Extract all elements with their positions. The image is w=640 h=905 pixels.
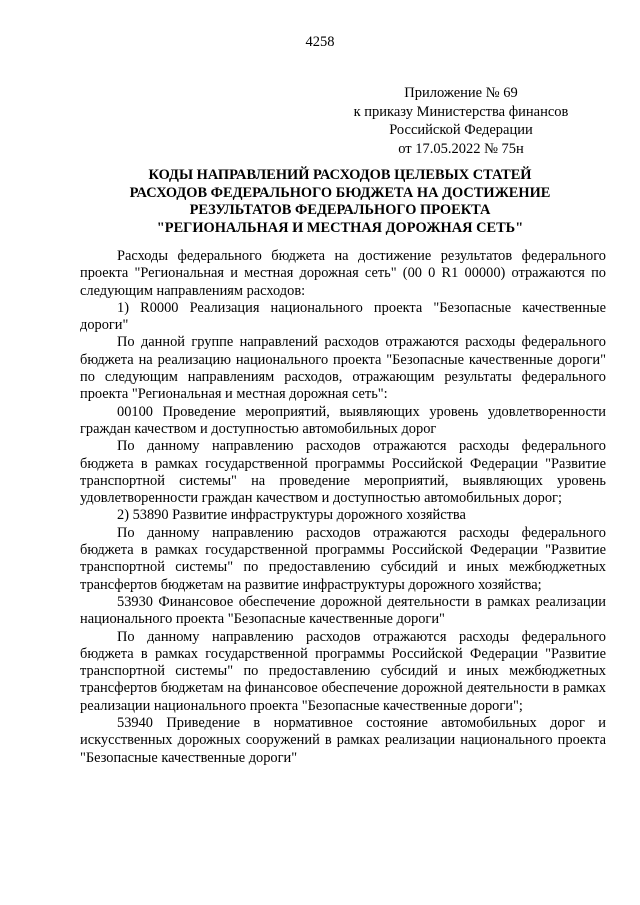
paragraph: 1) R0000 Реализация национального проекта "Безопасные качественные дороги" <box>80 299 606 334</box>
paragraph: По данному направлению расходов отражаются расходы федерального бюджета в рамках государственной программы Российской Федерации "Развитие транспортной системы" по предоставлению субсидий и иных межбюджетных трансфертов бюджетам на развитие инфраструктуры дорожного хозяйства; <box>80 524 606 593</box>
title-line-3: РЕЗУЛЬТАТОВ ФЕДЕРАЛЬНОГО ПРОЕКТА <box>189 202 491 218</box>
title-line-1: КОДЫ НАПРАВЛЕНИЙ РАСХОДОВ ЦЕЛЕВЫХ СТАТЕЙ <box>148 167 532 183</box>
paragraph: По данному направлению расходов отражаются расходы федерального бюджета в рамках государственной программы Российской Федерации "Развитие транспортной системы" по предоставлению субсидий и иных межбюджетных трансфертов бюджетам на финансовое обеспечение дорожной деятельности в рамках реализации национального проекта "Безопасные качественные дороги"; <box>80 628 606 714</box>
paragraph: 00100 Проведение мероприятий, выявляющих уровень удовлетворенности граждан качеством и доступностью автомобильных дорог <box>80 403 606 437</box>
document-title <box>80 167 600 237</box>
paragraph: 53940 Приведение в нормативное состояние автомобильных дорог и искусственных дорожных сооружений в рамках реализации национального проекта "Безопасные качественные дороги" <box>80 715 606 766</box>
title-line-2: РАСХОДОВ ФЕДЕРАЛЬНОГО БЮДЖЕТА НА ДОСТИЖЕНИЕ <box>129 184 551 201</box>
page-number: 4258 <box>305 34 335 50</box>
paragraph: Расходы федерального бюджета на достижение результатов федерального проекта "Региональная и местная дорожная сеть" (00 0 R1 00000) отражаются по следующим направлениям расходов: <box>80 248 606 299</box>
annex-line-2: к приказу Министерства финансов <box>353 103 569 120</box>
paragraph: 2) 53890 Развитие инфраструктуры дорожного хозяйства <box>117 507 466 524</box>
document-body <box>80 248 606 767</box>
annex-line-4: от 17.05.2022 № 75н <box>398 140 524 157</box>
annex-header <box>336 84 586 158</box>
annex-line-1: Приложение № 69 <box>404 85 518 101</box>
paragraph: По данной группе направлений расходов отражаются расходы федерального бюджета на реализацию национального проекта "Безопасные качественные дороги" по следующим направлениям расходов, отражающим результаты федерального проекта "Региональная и местная дорожная сеть": <box>80 334 606 403</box>
title-line-4: "РЕГИОНАЛЬНАЯ И МЕСТНАЯ ДОРОЖНАЯ СЕТЬ" <box>156 219 524 236</box>
annex-line-3: Российской Федерации <box>389 122 533 138</box>
paragraph: По данному направлению расходов отражаются расходы федерального бюджета в рамках государственной программы Российской Федерации "Развитие транспортной системы" на проведение мероприятий, выявляющих уровень удовлетворенности граждан качеством и доступностью автомобильных дорог; <box>80 438 606 507</box>
paragraph: 53930 Финансовое обеспечение дорожной деятельности в рамках реализации национального проекта "Безопасные качественные дороги" <box>80 593 606 628</box>
